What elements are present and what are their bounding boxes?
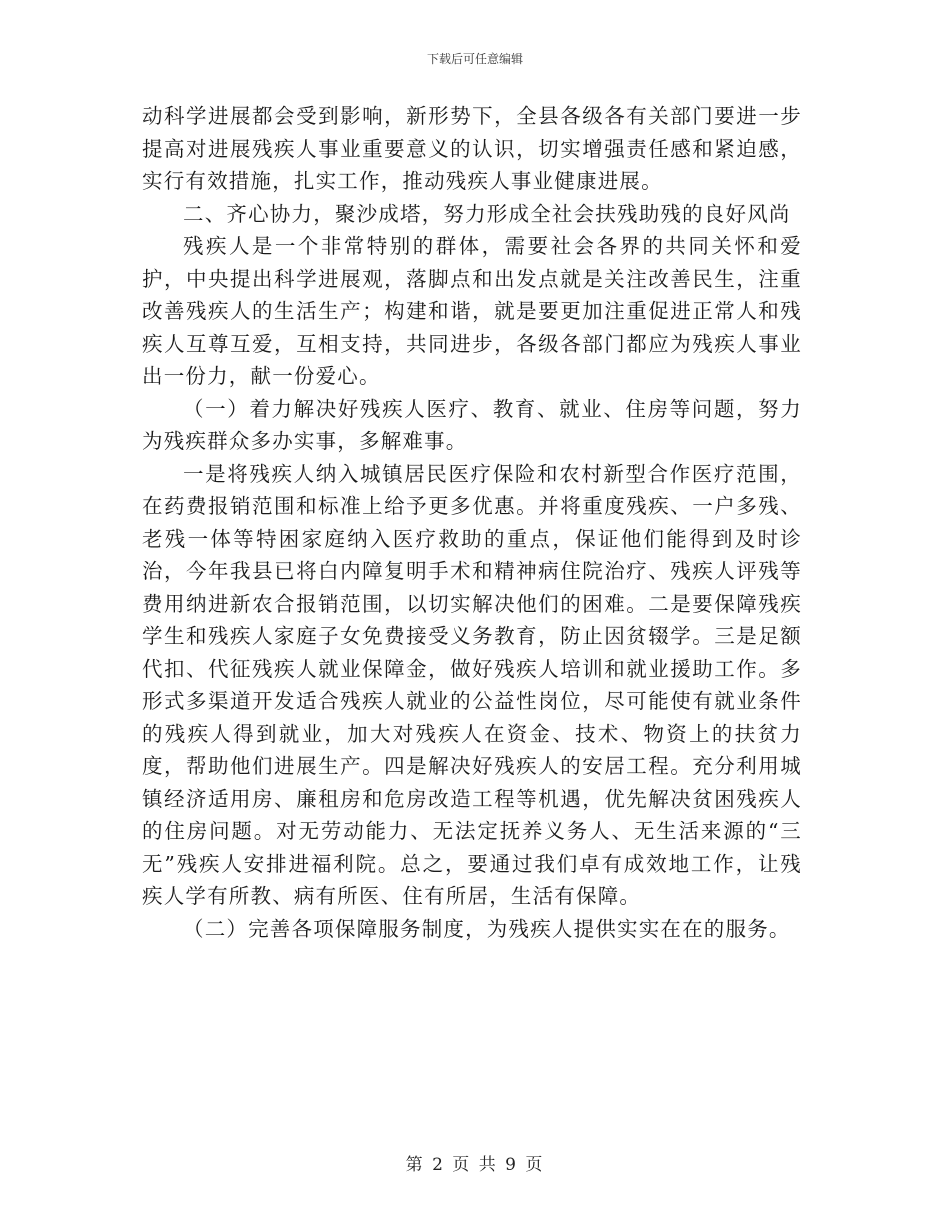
document-body [142,100,802,945]
section-heading-2: 二、齐心协力，聚沙成塔，努力形成全社会扶残助残的良好风尚 [183,201,791,226]
paragraph-1: 动科学进展都会受到影响，新形势下，全县各级各有关部门要进一步提高对进展残疾人事业重要意义的认识，切实增强责任感和紧迫感，实行有效措施，扎实工作，推动残疾人事业健康进展。 [142,104,802,193]
page-header: 下载后可任意编辑 [426,52,523,66]
paragraph-5: 一是将残疾人纳入城镇居民医疗保险和农村新型合作医疗范围，在药费报销范围和标准上给予更多优惠。并将重度残疾、一户多残、老残一体等特困家庭纳入医疗救助的重点，保证他们能得到及时诊治，今年我县已将白内障复明手术和精神病住院治疗、残疾人评残等费用纳进新农合报销范围，以切实解决他们的困难。二是要保障残疾学生和残疾人家庭子女免费接受义务教育，防止因贫辍学。三是足额代扣、代征残疾人就业保障金，做好残疾人培训和就业援助工作。多形式多渠道开发适合残疾人就业的公益性岗位，尽可能使有就业条件的残疾人得到就业，加大对残疾人在资金、技术、物资上的扶贫力度，帮助他们进展生产。四是解决好残疾人的安居工程。充分利用城镇经济适用房、廉租房和危房改造工程等机遇，优先解决贫困残疾人的住房问题。对无劳动能力、无法定抚养义务人、无生活来源的“三无”残疾人安排进福利院。总之，要通过我们卓有成效地工作，让残疾人学有所教、病有所医、住有所居，生活有保障。 [142,461,802,908]
subsection-heading-2: （二）完善各项保障服务制度，为残疾人提供实实在在的服务。 [183,916,791,941]
subsection-heading-1: （一）着力解决好残疾人医疗、教育、就业、住房等问题，努力为残疾群众多办实事，多解难事。 [142,396,802,453]
paragraph-3: 残疾人是一个非常特别的群体，需要社会各界的共同关怀和爱护，中央提出科学进展观，落脚点和出发点就是关注改善民生，注重改善残疾人的生活生产；构建和谐，就是要更加注重促进正常人和残疾人互尊互爱，互相支持，共同进步，各级各部门都应为残疾人事业出一份力，献一份爱心。 [142,234,802,388]
page-number: 第 2 页 共 9 页 [405,1155,545,1175]
